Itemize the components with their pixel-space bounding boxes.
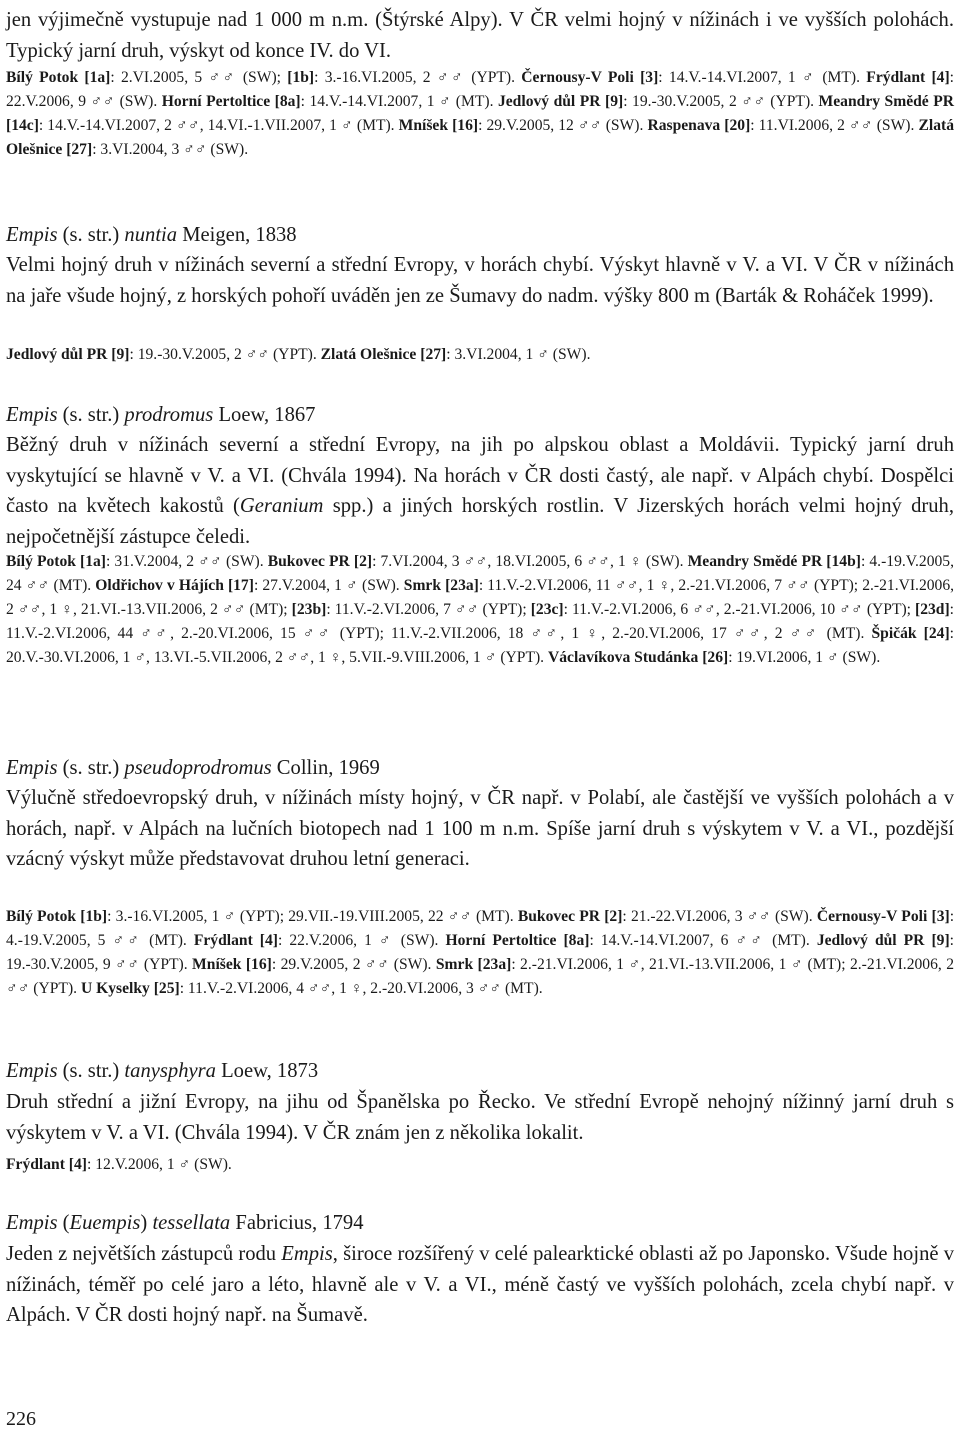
record-data: : 3.VI.2004, 3 ♂♂ (SW).: [92, 141, 249, 158]
species-heading: [6, 1056, 954, 1087]
locality-name: Horní Pertoltice [8a]: [161, 93, 301, 110]
record-data: : 11.VI.2006, 2 ♂♂ (SW).: [750, 117, 919, 134]
locality-name: Mníšek [16]: [192, 956, 272, 973]
locality-name: Bukovec PR [2]: [517, 908, 623, 925]
record-data: : 11.V.-2.VI.2006, 6 ♂♂, 2.-21.VI.2006, 10 ♂♂ (YPT);: [563, 601, 916, 618]
species-description: Běžný druh v nížinách severní a střední Evropy, na jih po alpskou oblast a Moldávii. Typický jarní druh vyskytující se hlavně v V. a VI. (Chvála 1994). Na horách v ČR dosti častý, ale např. v Alpách chybí. Dospělci často na květech kakostů (Geranium spp.) a jiných horských rostlin. V Jizerských horách velmi hojný druh, nejpočetnější zástupce čeledi.: [6, 434, 954, 548]
locality-name: [23d]: [915, 601, 950, 618]
locality-name: Mníšek [16]: [398, 117, 479, 134]
subgenus-pre: (s. str.): [57, 404, 125, 426]
locality-name: Jedlový důl PR [9]: [497, 93, 624, 110]
record-data: : 14.V.-14.VI.2007, 1 ♂ (MT).: [658, 69, 867, 86]
record-data: : 4.-19.V.2005, 24 ♂♂ (MT).: [6, 553, 955, 594]
record-data: : 22.V.2006, 1 ♂ (SW).: [277, 932, 446, 949]
record-data: : 14.V.-14.VI.2007, 6 ♂♂ (MT).: [589, 932, 817, 949]
locality-name: Raspenava [20]: [647, 117, 751, 134]
species-epithet: pseudoprodromus: [124, 757, 272, 779]
locality-name: Frýdlant [4]: [193, 932, 278, 949]
record-data: : 19.VI.2006, 1 ♂ (SW).: [728, 649, 881, 666]
subgenus-pre: (s. str.): [57, 224, 125, 246]
species-heading: [6, 1208, 954, 1239]
record-data: : 11.V.-2.VI.2006, 7 ♂♂ (YPT);: [326, 601, 531, 618]
genus-name: Empis: [6, 224, 58, 246]
record-data: : 12.V.2006, 1 ♂ (SW).: [87, 1156, 232, 1173]
genus-name: Empis: [6, 1060, 58, 1082]
species-records: [6, 550, 954, 670]
locality-name: [23b]: [291, 601, 327, 618]
genus-name: Empis: [6, 404, 58, 426]
locality-name: Zlatá Olešnice [27]: [6, 117, 954, 158]
locality-name: Bílý Potok [1b]: [6, 908, 108, 925]
species-description: Jeden z největších zástupců rodu Empis, široce rozšířený v celé palearktické oblasti až po Japonsko. Všude hojně v nížinách, téměř po celé jaro a léto, hlavně ale v V. a VI., méně častý ve vyšších polohách, zcela chybí např. v Alpách. V ČR dosti hojný např. na Šumavě.: [6, 1243, 955, 1326]
locality-name: Špičák [24]: [871, 625, 950, 642]
species-description: Druh střední a jižní Evropy, na jihu od Španělska po Řecko. Ve střední Evropě nehojný nížinný jarní druh s výskytem v V. a VI. (Chvála 1994). V ČR znám jen z několika lokalit.: [6, 1091, 954, 1144]
record-data: : 19.-30.V.2005, 9 ♂♂ (YPT).: [6, 932, 955, 973]
intro-records: [6, 66, 954, 162]
species-records: [6, 1153, 954, 1177]
locality-name: Černousy-V Poli [3]: [816, 908, 950, 925]
record-data: : 21.-22.VI.2006, 3 ♂♂ (SW).: [622, 908, 817, 925]
locality-name: Zlatá Olešnice [27]: [320, 346, 447, 363]
locality-name: [23c]: [530, 601, 564, 618]
locality-name: Frýdlant [4]: [866, 69, 950, 86]
locality-name: [1b]: [287, 69, 315, 86]
record-data: : 3.VI.2004, 1 ♂ (SW).: [446, 346, 591, 363]
locality-name: Černousy-V Poli [3]: [521, 69, 659, 86]
species-author: Meigen, 1838: [177, 224, 297, 246]
subgenus-pre: (s. str.): [57, 1060, 125, 1082]
species-heading: [6, 753, 954, 784]
species-epithet: tanysphyra: [124, 1060, 216, 1082]
locality-name: Bílý Potok [1a]: [6, 553, 106, 570]
record-data: : 3.-16.VI.2005, 1 ♂ (YPT); 29.VII.-19.VIII.2005, 22 ♂♂ (MT).: [107, 908, 518, 925]
genus-name: Empis: [6, 757, 58, 779]
species-heading: [6, 400, 954, 431]
record-data: : 14.V.-14.VI.2007, 2 ♂♂, 14.VI.-1.VII.2007, 1 ♂ (MT).: [38, 117, 399, 134]
locality-name: Meandry Smědé PR [14c]: [6, 93, 954, 134]
species-epithet: prodromus: [124, 404, 214, 426]
record-data: : 2.-21.VI.2006, 1 ♂, 21.VI.-13.VII.2006, 1 ♂ (MT); 2.-21.VI.2006, 2 ♂♂ (YPT).: [6, 956, 954, 997]
species-description: Výlučně středoevropský druh, v nížinách místy hojný, v ČR např. v Polabí, ale častější ve vyšších polohách a v horách, např. v Alpách na lučních biotopech nad 1 100 m n.m. Spíše jarní druh s výskytem v V. a VI., pozdější vzácný výskyt může představovat druhou letní generaci.: [6, 787, 954, 870]
species-author: Fabricius, 1794: [230, 1212, 364, 1234]
subgenus-pre: (: [57, 1212, 70, 1234]
locality-name: Oldřichov v Hájích [17]: [95, 577, 254, 594]
subgenus-post: ): [140, 1212, 153, 1234]
record-data: : 27.V.2004, 1 ♂ (SW).: [253, 577, 404, 594]
page-number: 226: [6, 1408, 36, 1430]
species-author: Loew, 1867: [213, 404, 316, 426]
record-data: : 29.V.2005, 12 ♂♂ (SW).: [478, 117, 648, 134]
subgenus-pre: (s. str.): [57, 757, 125, 779]
record-data: : 4.-19.V.2005, 5 ♂♂ (MT).: [6, 908, 955, 949]
locality-name: Jedlový důl PR [9]: [6, 346, 130, 363]
record-data: : 19.-30.V.2005, 2 ♂♂ (YPT).: [129, 346, 321, 363]
species-epithet: tessellata: [152, 1212, 231, 1234]
species-records: [6, 343, 954, 367]
intro-text: jen výjimečně vystupuje nad 1 000 m n.m. (Štýrské Alpy). V ČR velmi hojný v nížinách i ve vyšších polohách. Typický jarní druh, výskyt od konce IV. do VI.: [6, 9, 954, 62]
species-author: Collin, 1969: [271, 757, 380, 779]
locality-name: Smrk [23a]: [403, 577, 479, 594]
record-data: : 20.V.-30.VI.2006, 1 ♂, 13.VI.-5.VII.2006, 2 ♂♂, 1 ♀, 5.VII.-9.VIII.2006, 1 ♂ (YPT).: [6, 625, 955, 666]
record-data: : 11.V.-2.VI.2006, 44 ♂♂, 2.-20.VI.2006, 15 ♂♂ (YPT); 11.V.-2.VII.2006, 18 ♂♂, 1 ♀, 2.-20.VI.2006, 17 ♂♂, 2 ♂♂ (MT).: [6, 601, 955, 642]
locality-name: Meandry Smědé PR [14b]: [687, 553, 861, 570]
record-data: : 2.VI.2005, 5 ♂♂ (SW);: [110, 69, 288, 86]
locality-name: Horní Pertoltice [8a]: [445, 932, 590, 949]
locality-name: Bukovec PR [2]: [267, 553, 373, 570]
subgenus-name: Euempis: [69, 1212, 141, 1234]
locality-name: Frýdlant [4]: [6, 1156, 87, 1173]
locality-name: Václavíkova Studánka [26]: [547, 649, 729, 666]
species-author: Loew, 1873: [215, 1060, 319, 1082]
locality-name: Jedlový důl PR [9]: [816, 932, 950, 949]
record-data: : 14.V.-14.VI.2007, 1 ♂ (MT).: [300, 93, 498, 110]
record-data: : 11.V.-2.VI.2006, 4 ♂♂, 1 ♀, 2.-20.VI.2006, 3 ♂♂ (MT).: [179, 980, 543, 997]
locality-name: U Kyselky [25]: [80, 980, 180, 997]
locality-name: Smrk [23a]: [435, 956, 512, 973]
species-description: Velmi hojný druh v nížinách severní a střední Evropy, v horách chybí. Výskyt hlavně v V. a VI. V ČR v nížinách na jaře všude hojný, z horských pohoří uváděn jen ze Šumavy do nadm. výšky 800 m (Barták & Roháček 1999).: [6, 254, 954, 307]
species-epithet: nuntia: [124, 224, 178, 246]
record-data: : 22.V.2006, 9 ♂♂ (SW).: [6, 69, 955, 110]
record-data: : 19.-30.V.2005, 2 ♂♂ (YPT).: [623, 93, 819, 110]
record-data: : 29.V.2005, 2 ♂♂ (SW).: [271, 956, 436, 973]
genus-name: Empis: [6, 1212, 58, 1234]
record-data: : 31.V.2004, 2 ♂♂ (SW).: [106, 553, 268, 570]
record-data: : 7.VI.2004, 3 ♂♂, 18.VI.2005, 6 ♂♂, 1 ♀ (SW).: [372, 553, 688, 570]
record-data: : 3.-16.VI.2005, 2 ♂♂ (YPT).: [314, 69, 522, 86]
species-heading: [6, 220, 954, 251]
record-data: : 11.V.-2.VI.2006, 11 ♂♂, 1 ♀, 2.-21.VI.2006, 7 ♂♂ (YPT); 2.-21.VI.2006, 2 ♂♂, 1 ♀, 21.VI.-13.VII.2006, 2 ♂♂ (MT);: [6, 577, 955, 618]
species-records: [6, 905, 954, 1001]
locality-name: Bílý Potok [1a]: [6, 69, 111, 86]
